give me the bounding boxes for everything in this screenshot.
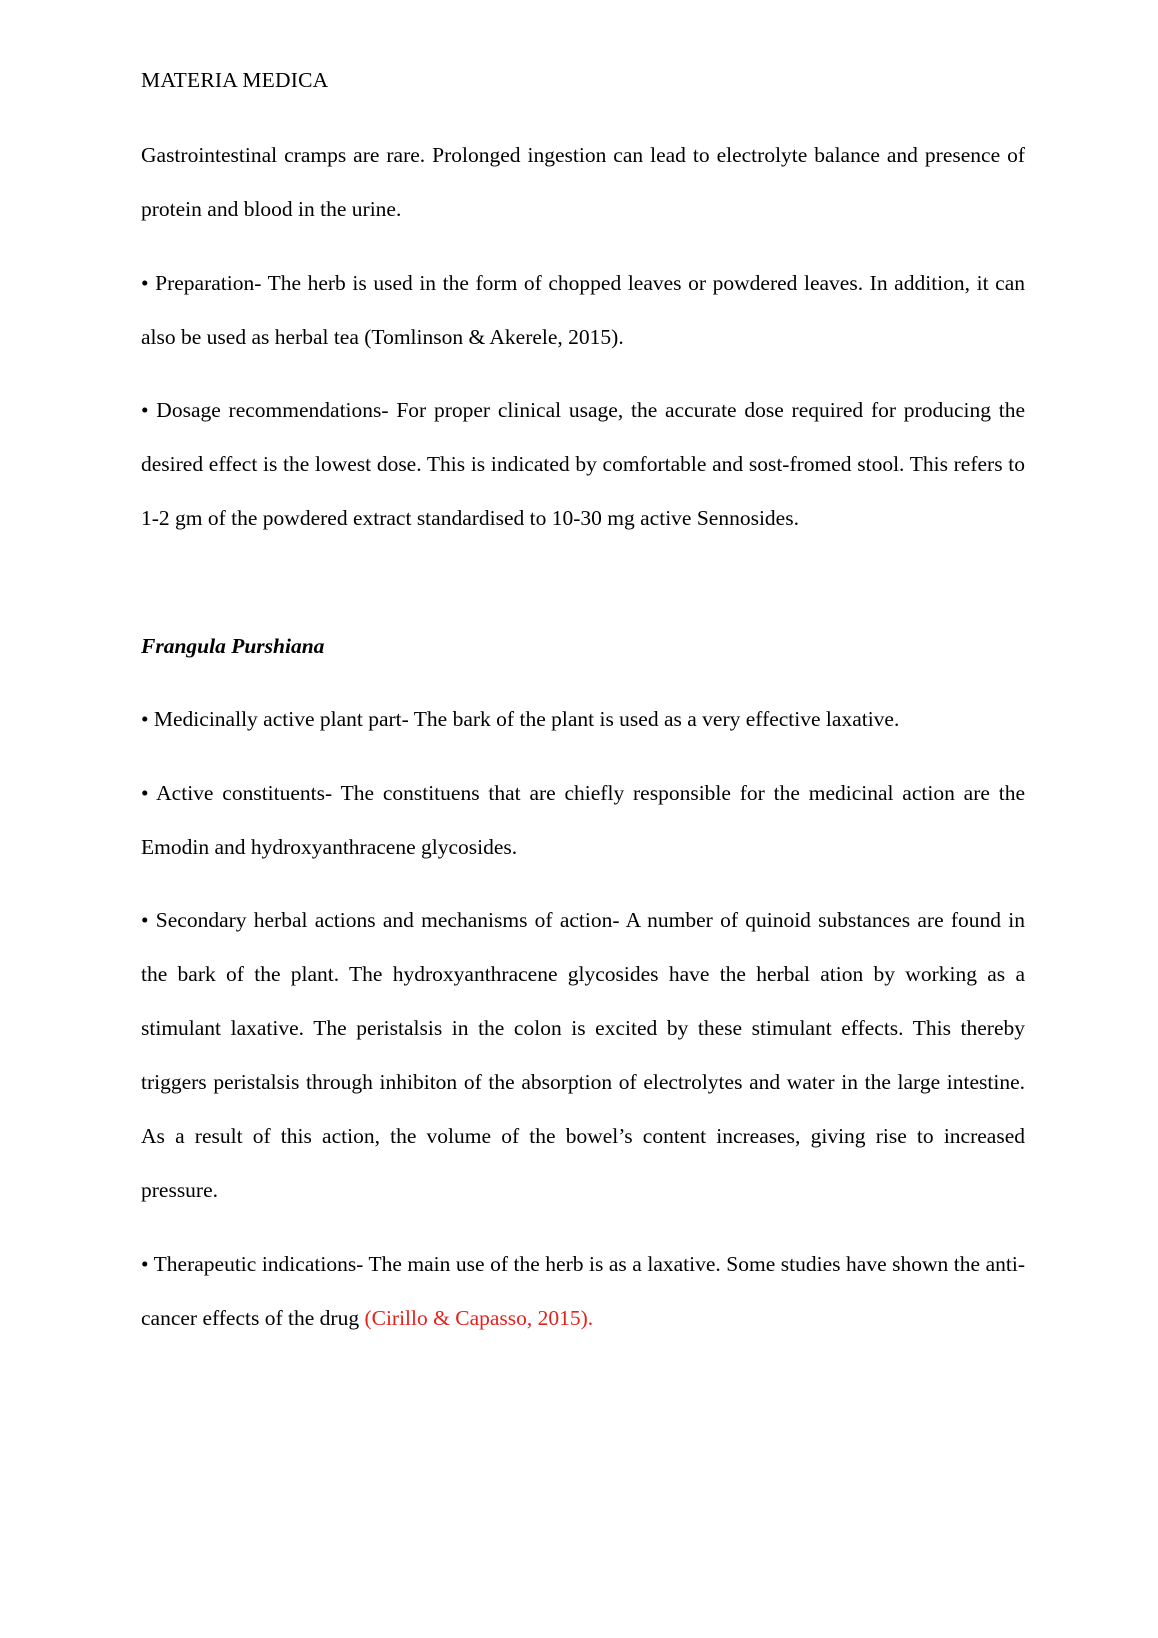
paragraph-therapeutic-indications <box>141 1237 1025 1345</box>
citation: (Cirillo & Capasso, 2015). <box>364 1305 594 1330</box>
running-header: MATERIA MEDICA <box>141 68 329 92</box>
paragraph-active-constituents: • Active constituents- The constituens that are chiefly responsible for the medicinal action are the Emodin and hydroxyanthracene glycosides. <box>141 780 1025 859</box>
paragraph-dosage: • Dosage recommendations- For proper clinical usage, the accurate dose required for producing the desired effect is the lowest dose. This is indicated by comfortable and sost-fromed stool. This refers to 1-2 gm of the powdered extract standardised to 10-30 mg active Sennosides. <box>141 398 1025 530</box>
paragraph-preparation: • Preparation- The herb is used in the form of chopped leaves or powdered leaves. In addition, it can also be used as herbal tea (Tomlinson & Akerele, 2015). <box>141 270 1025 349</box>
paragraph-mechanism: • Secondary herbal actions and mechanisms of action- A number of quinoid substances are found in the bark of the plant. The hydroxyanthracene glycosides have the herbal ation by working as a stimulant laxative. The peristalsis in the colon is excited by these stimulant effects. This thereby triggers peristalsis through inhibiton of the absorption of electrolytes and water in the large intestine. As a result of this action, the volume of the bowel’s content increases, giving rise to increased pressure. <box>141 908 1025 1202</box>
paragraph-side-effects: Gastrointestinal cramps are rare. Prolonged ingestion can lead to electrolyte balance and presence of protein and blood in the urine. <box>141 143 1025 221</box>
section-heading: Frangula Purshiana <box>141 633 325 658</box>
document-body <box>141 128 1025 1364</box>
therapeutic-text: • Therapeutic indications- The main use of the herb is as a laxative. Some studies have shown the anti-cancer effects of the drug <box>141 1251 1025 1330</box>
paragraph-plant-part: • Medicinally active plant part- The bark of the plant is used as a very effective laxative. <box>141 707 900 731</box>
